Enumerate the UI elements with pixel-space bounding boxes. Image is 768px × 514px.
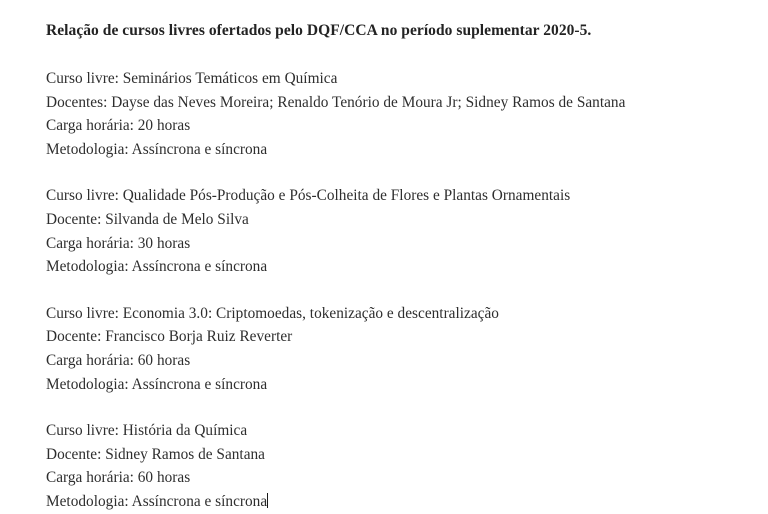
course-methodology-line: Metodologia: Assíncrona e síncrona <box>46 492 268 510</box>
course-entry <box>46 184 746 278</box>
course-workload-line: Carga horária: 60 horas <box>46 469 191 487</box>
course-workload-line: Carga horária: 60 horas <box>46 351 191 369</box>
course-name-line: Curso livre: Economia 3.0: Criptomoedas, tokenização e descentralização <box>46 304 499 322</box>
title-spacer <box>46 43 746 67</box>
course-methodology-line: Metodologia: Assíncrona e síncrona <box>46 375 268 393</box>
course-entry <box>46 302 746 396</box>
course-teachers-line: Docente: Francisco Borja Ruiz Reverter <box>46 328 293 346</box>
block-gap <box>46 279 746 302</box>
course-teachers-line: Docente: Silvanda de Melo Silva <box>46 210 249 228</box>
course-name-line: Curso livre: História da Química <box>46 422 248 440</box>
course-entry <box>46 419 746 513</box>
block-gap <box>46 396 746 419</box>
course-workload-line: Carga horária: 20 horas <box>46 117 191 135</box>
course-entry <box>46 67 746 161</box>
block-gap <box>46 161 746 184</box>
course-name-line: Curso livre: Qualidade Pós-Produção e Pós-Colheita de Flores e Plantas Ornamentais <box>46 187 571 205</box>
course-methodology-line: Metodologia: Assíncrona e síncrona <box>46 140 268 158</box>
course-teachers-line: Docente: Sidney Ramos de Santana <box>46 445 265 463</box>
text-caret <box>267 493 268 508</box>
course-name-line: Curso livre: Seminários Temáticos em Química <box>46 70 338 87</box>
document-body[interactable] <box>46 19 746 514</box>
course-teachers-line: Docentes: Dayse das Neves Moreira; Renaldo Tenório de Moura Jr; Sidney Ramos de Santana <box>46 93 626 111</box>
document-title: Relação de cursos livres ofertados pelo DQF/CCA no período suplementar 2020-5. <box>46 22 592 39</box>
course-workload-line: Carga horária: 30 horas <box>46 234 191 252</box>
course-methodology-line: Metodologia: Assíncrona e síncrona <box>46 258 268 276</box>
